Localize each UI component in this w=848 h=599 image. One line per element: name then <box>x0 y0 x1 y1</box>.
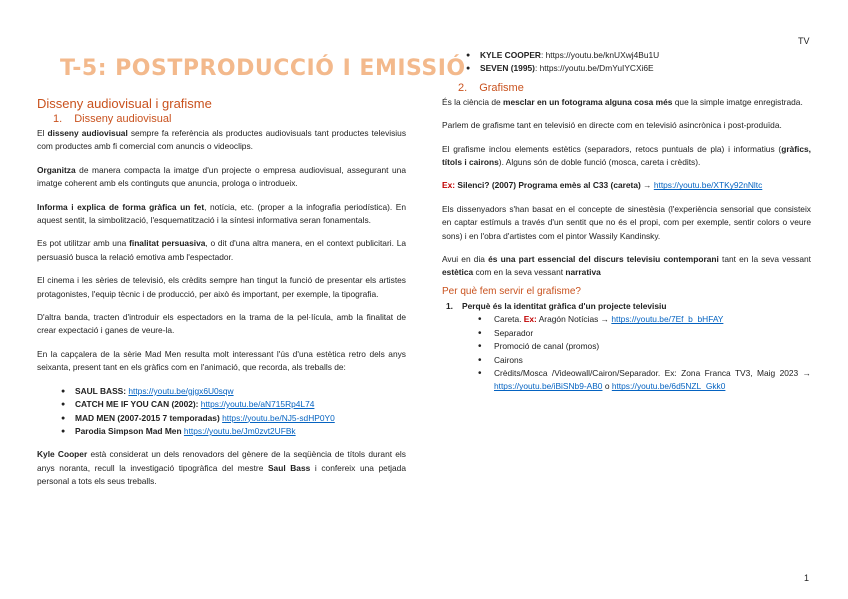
purpose-list <box>442 313 811 393</box>
subsection-heading-disseny-audiovisual: 1. Disseny audiovisual <box>53 113 172 125</box>
paragraph-organitza: Organitza de manera compacta la imatge d'un projecte o empresa audiovisual, assegurant una imatge coherent amb els continguts que anuncia, prologa o introdueix. <box>37 164 407 189</box>
reference-link[interactable]: https://youtu.be/aN715Rp4L74 <box>200 399 315 410</box>
paragraph-sinestesia: Els dissenyadors s'han basat en el concepte de sinestèsia (l'experiència sensorial que consisteix en captar estímuls a través d'un sentit que no és el propi, com per exemple, sentir colors o veure sons) i en l'obra d'artistes com el pintor Wassily Kandinsky. <box>442 203 811 241</box>
paragraph-persuasiva: Es pot utilitzar amb una finalitat persuasiva, o dit d'una altra manera, en el context publicitari. La persuasió busca la relació emotiva amb l'espectador. <box>37 238 407 262</box>
list-item: ● SEVEN (1995): https://youtu.be/DmYuIYCXi6E <box>466 62 811 75</box>
paragraph-elements: El grafisme inclou elements estètics (separadors, retocs puntuals de pla) i informatius (gràfics, títols i cairons). Alguns són de doble funció (mosca, careta i crèdits). <box>442 143 811 168</box>
page-number: 1 <box>804 573 810 583</box>
list-item: ● CATCH ME IF YOU CAN (2002): https://youtu.be/aN715Rp4L74 <box>61 398 406 411</box>
numbered-item: 1. Perquè és la identitat gràfica d'un projecte televisiu <box>446 300 667 311</box>
list-item: ● SAUL BASS: https://youtu.be/gjgx6U0sqw <box>61 385 406 398</box>
paragraph-informa: Informa i explica de forma gràfica un fet, notícia, etc. (proper a la infografia periodística). En aquest sentit, la simbolització, l'esquematització i la síntesi informativa seran fonamentals. <box>37 201 406 226</box>
reference-link[interactable]: https://youtu.be/Jm0zvt2UFBk <box>183 425 296 436</box>
paragraph-disseny-def: El disseny audiovisual sempre fa referència als productes audiovisuals tant productes televisius com productes amb fi comercial com anuncis o videoclips. <box>37 128 407 152</box>
paragraph-cinema: El cinema i les sèries de televisió, els crèdits sempre han tingut la funció de presentar els artistes protagonistes, l'equip tècnic i de producció, per això és important, per exemple, la tipografia. <box>37 275 406 299</box>
aragon-link[interactable]: https://youtu.be/7Ef_b_bHFAY <box>611 314 724 325</box>
right-column <box>442 49 811 394</box>
list-item: • Promoció de canal (promos) <box>478 340 811 353</box>
paragraph-grafisme-def: És la ciència de mesclar en un fotograma alguna cosa més que la simple imatge enregistrada. <box>442 96 803 107</box>
paragraph-mad-men: En la capçalera de la sèrie Mad Men resulta molt interessant l'ús d'una estètica retro dels anys seixanta, present tant en els gràfics com en l'animació, que recorda, als treballs de: <box>37 348 406 373</box>
paragraph-televisio: Parlem de grafisme tant en televisió en directe com en televisió asincrònica i post-produïda. <box>442 120 782 131</box>
list-item: • Careta. Ex: Aragón Notícias → https://youtu.be/7Ef_b_bHFAY <box>478 313 811 326</box>
list-item: • Crèdits/Mosca /Videowall/Cairon/Separador. Ex: Zona Franca TV3, Maig 2023 → https://youtu.be/iBiSNb9-AB0 o https://youtu.be/6d5NZL_Gkk0 <box>478 367 811 394</box>
list-item: ● Parodia Simpson Mad Men https://youtu.be/Jm0zvt2UFBk <box>61 425 406 438</box>
subsection-heading-grafisme: 2. Grafisme <box>458 81 524 94</box>
section-heading-disseny: Disseny audiovisual i grafisme <box>37 96 212 111</box>
zona-franca-link-1[interactable]: https://youtu.be/iBiSNb9-AB0 <box>494 381 603 392</box>
list-item: ● MAD MEN (2007-2015 7 temporadas) https://youtu.be/NJ5-sdHP0Y0 <box>61 412 406 425</box>
paragraph-avui: Avui en dia és una part essencial del discurs televisiu contemporani tant en la seva vessant estètica com en la seva vessant narrativa <box>442 254 812 278</box>
document-tag: TV <box>798 36 810 46</box>
list-item: • Separador <box>478 327 811 340</box>
paragraph-example: Ex: Silenci? (2007) Programa emès al C33 (careta) → https://youtu.be/XTKy92nNltc <box>442 180 763 191</box>
zona-franca-link-2[interactable]: https://youtu.be/6d5NZL_Gkk0 <box>611 381 726 392</box>
reference-link[interactable]: https://youtu.be/gjgx6U0sqw <box>128 385 234 396</box>
reference-link[interactable]: https://youtu.be/NJ5-sdHP0Y0 <box>222 412 335 423</box>
subsection-heading-per-que: Per què fem servir el grafisme? <box>442 285 581 297</box>
reference-list-continued <box>442 49 811 76</box>
paragraph-trama: D'altra banda, tracten d'introduir els espectadors en la trama de la pel·lícula, amb la finalitat de crear expectació i ganes de veure-la. <box>37 312 406 336</box>
left-column <box>37 96 406 499</box>
list-item: ● KYLE COOPER: https://youtu.be/knUXwj4Bu1U <box>466 49 811 62</box>
list-item: • Cairons <box>478 354 811 367</box>
example-link[interactable]: https://youtu.be/XTKy92nNltc <box>653 180 763 191</box>
page-title: T-5: POSTPRODUCCIÓ I EMISSIÓ <box>60 56 466 81</box>
paragraph-kyle-cooper: Kyle Cooper està considerat un dels renovadors del gènere de la seqüència de títols durant els anys noranta, recull la investigació tipogràfica del mestre Saul Bass i confereix una petjada personal a tots els seus treballs. <box>37 449 406 487</box>
reference-list <box>37 385 406 439</box>
